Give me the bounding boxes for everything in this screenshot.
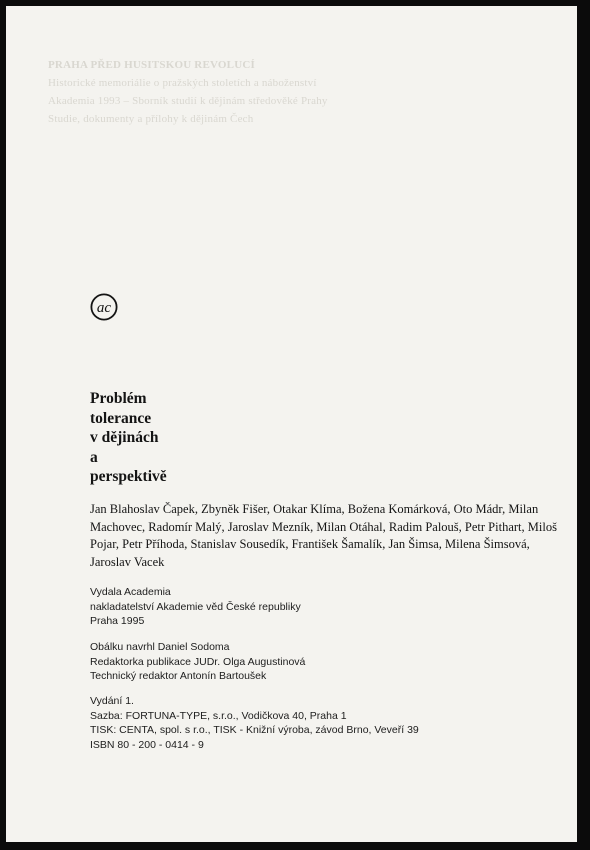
- title-line: v dějinách: [90, 429, 159, 446]
- edition-block: [90, 694, 419, 752]
- ghost-line: Akademia 1993 – Sborník studií k dějinám středověké Prahy: [48, 95, 328, 107]
- colophon-page: [6, 6, 577, 842]
- credits-block: [90, 640, 305, 684]
- edition-line: Vydání 1.: [90, 695, 134, 707]
- publisher-line: Praha 1995: [90, 615, 145, 627]
- ghost-line: Historické memoriálie o pražských stoletích a náboženství: [48, 77, 317, 89]
- publisher-block: [90, 585, 301, 629]
- credit-line: Technický redaktor Antonín Bartoušek: [90, 670, 267, 682]
- typesetting-line: Sazba: FORTUNA-TYPE, s.r.o., Vodičkova 40, Praha 1: [90, 709, 347, 722]
- credit-line: Obálku navrhl Daniel Sodoma: [90, 641, 230, 653]
- academia-logo-icon: [90, 293, 118, 321]
- reverse-side-bleed: [48, 58, 548, 130]
- title-line: Problém: [90, 390, 147, 407]
- logo-letters: ac: [96, 300, 112, 316]
- credit-line: Redaktorka publikace JUDr. Olga Augustinová: [90, 655, 306, 668]
- book-title: [90, 389, 167, 487]
- isbn-line: ISBN 80 - 200 - 0414 - 9: [90, 738, 204, 751]
- publisher-line: Vydala Academia: [90, 586, 171, 598]
- author-list: Jan Blahoslav Čapek, Zbyněk Fišer, Otakar Klíma, Božena Komárková, Oto Mádr, Milan Machovec, Radomír Malý, Jaroslav Mezník, Milan Otáhal, Radim Palouš, Petr Pithart, Miloš Pojar, Petr Příhoda, Stanislav Sousedík, František Šamalík, Jan Šimsa, Milena Šimsová, Jaroslav Vacek: [90, 502, 557, 569]
- title-line: perspektivě: [90, 468, 167, 485]
- title-line: tolerance: [90, 409, 152, 427]
- publisher-line: nakladatelství Akademie věd České republiky: [90, 600, 301, 613]
- ghost-header: PRAHA PŘED HUSITSKOU REVOLUCÍ: [48, 59, 255, 71]
- printing-line: TISK: CENTA, spol. s r.o., TISK - Knižní výroba, závod Brno, Veveří 39: [90, 724, 419, 736]
- title-line: a: [90, 448, 98, 466]
- ghost-line: Studie, dokumenty a přílohy k dějinám Čech: [48, 113, 254, 125]
